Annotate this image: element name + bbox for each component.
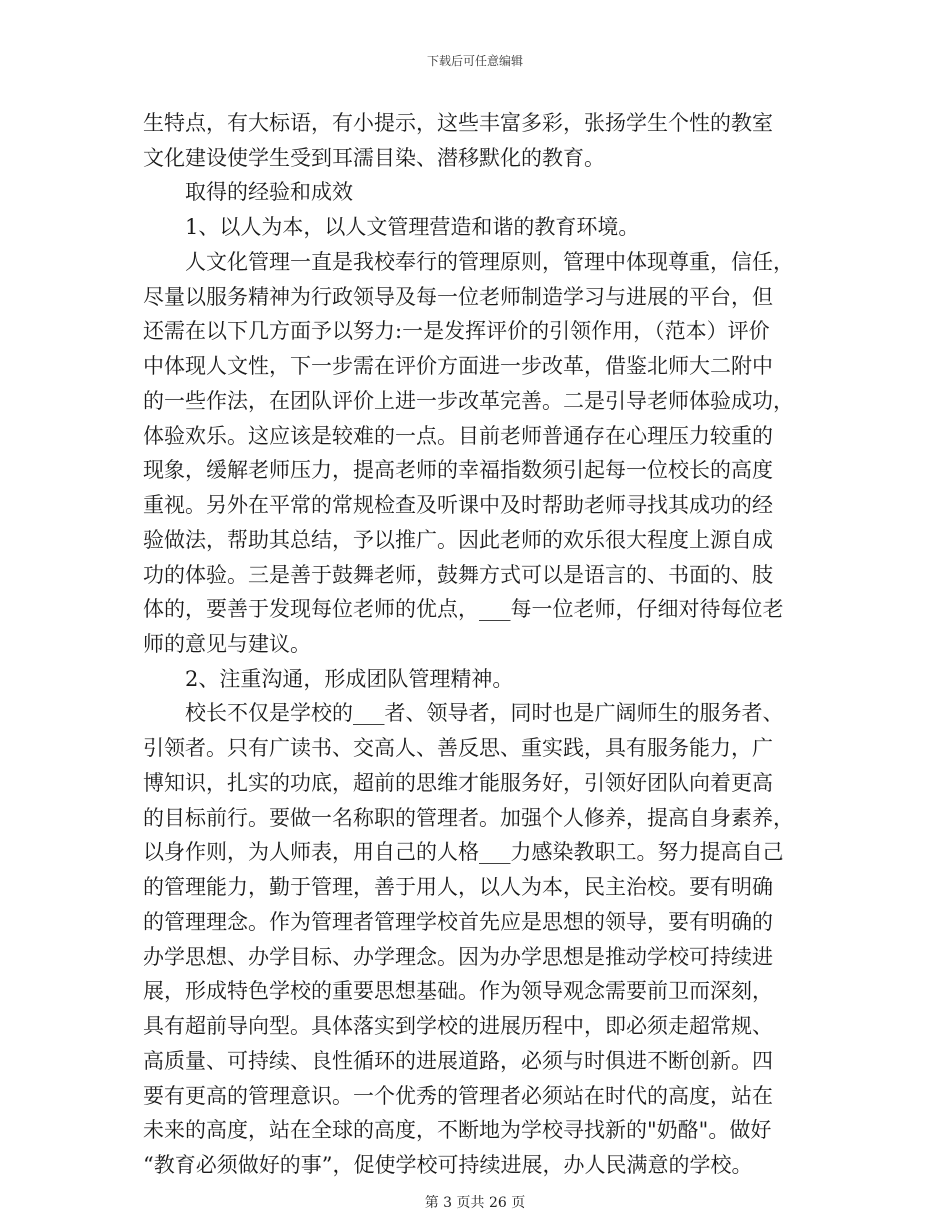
text-line: 未来的高度，站在全球的高度，不断地为学校寻找新的"奶酪"。做好 [143, 1118, 772, 1142]
text-line: 验做法，帮助其总结，予以推广。因此老师的欢乐很大程度上源自成 [143, 528, 773, 552]
text-line: 以身作则，为人师表，用自己的人格___力感染教职工。努力提高自己 [143, 840, 784, 864]
text-line: 办学思想、办学目标、办学理念。因为办学思想是推动学校可持续进 [143, 945, 773, 969]
text-line: 生特点，有大标语，有小提示，这些丰富多彩，张扬学生个性的教室 [143, 111, 773, 135]
text-line: 人文化管理一直是我校奉行的管理原则，管理中体现尊重，信任， [185, 250, 794, 274]
text-line: 文化建设使学生受到耳濡目染、潜移默化的教育。 [143, 146, 605, 170]
text-line: 展，形成特色学校的重要思想基础。作为领导观念需要前卫而深刻， [143, 979, 773, 1003]
text-line: 校长不仅是学校的___者、领导者，同时也是广阔师生的服务者、 [185, 701, 784, 725]
page-footer: 第 3 页共 26 页 [424, 1195, 526, 1211]
text-line: 中体现人文性，下一步需在评价方面进一步改革，借鉴北师大二附中 [143, 354, 773, 378]
text-line: 具有超前导向型。具体落实到学校的进展历程中，即必须走超常规、 [143, 1014, 773, 1038]
section-heading: 取得的经验和成效 [185, 180, 353, 204]
subsection-heading: 2、注重沟通，形成团队管理精神。 [185, 667, 514, 691]
subsection-heading: 1、以人为本，以人文管理营造和谐的教育环境。 [185, 215, 640, 239]
text-line: 要有更高的管理意识。一个优秀的管理者必须站在时代的高度，站在 [143, 1084, 773, 1108]
text-line: 体的，要善于发现每位老师的优点，___每一位老师，仔细对待每位老 [143, 597, 784, 621]
page-header: 下载后可任意编辑 [426, 54, 523, 68]
text-line: 博知识，扎实的功底，超前的思维才能服务好，引领好团队向着更高 [143, 771, 773, 795]
text-line: 高质量、可持续、良性循环的进展道路，必须与时俱进不断创新。四 [143, 1049, 773, 1073]
text-line: 现象，缓解老师压力，提高老师的幸福指数须引起每一位校长的高度 [143, 458, 773, 482]
text-line: “教育必须做好的事”，促使学校可持续进展，办人民满意的学校。 [143, 1153, 753, 1177]
text-line: 重视。另外在平常的常规检查及听课中及时帮助老师寻找其成功的经 [143, 493, 773, 517]
text-line: 尽量以服务精神为行政领导及每一位老师制造学习与进展的平台，但 [143, 285, 773, 309]
text-line: 引领者。只有广读书、交高人、善反思、重实践，具有服务能力，广 [143, 736, 773, 760]
text-line: 的管理理念。作为管理者管理学校首先应是思想的领导，要有明确的 [143, 910, 773, 934]
text-line: 的管理能力，勤于管理，善于用人，以人为本，民主治校。要有明确 [143, 875, 773, 899]
text-line: 还需在以下几方面予以努力:一是发挥评价的引领作用，（范本）评价 [143, 319, 770, 343]
text-line: 体验欢乐。这应该是较难的一点。目前老师普通存在心理压力较重的 [143, 424, 773, 448]
text-line: 功的体验。三是善于鼓舞老师，鼓舞方式可以是语言的、书面的、肢 [143, 563, 773, 587]
text-line: 的目标前行。要做一名称职的管理者。加强个人修养，提高自身素养， [143, 806, 794, 830]
text-line: 的一些作法，在团队评价上进一步改革完善。二是引导老师体验成功， [143, 389, 794, 413]
text-line: 师的意见与建议。 [143, 632, 311, 656]
